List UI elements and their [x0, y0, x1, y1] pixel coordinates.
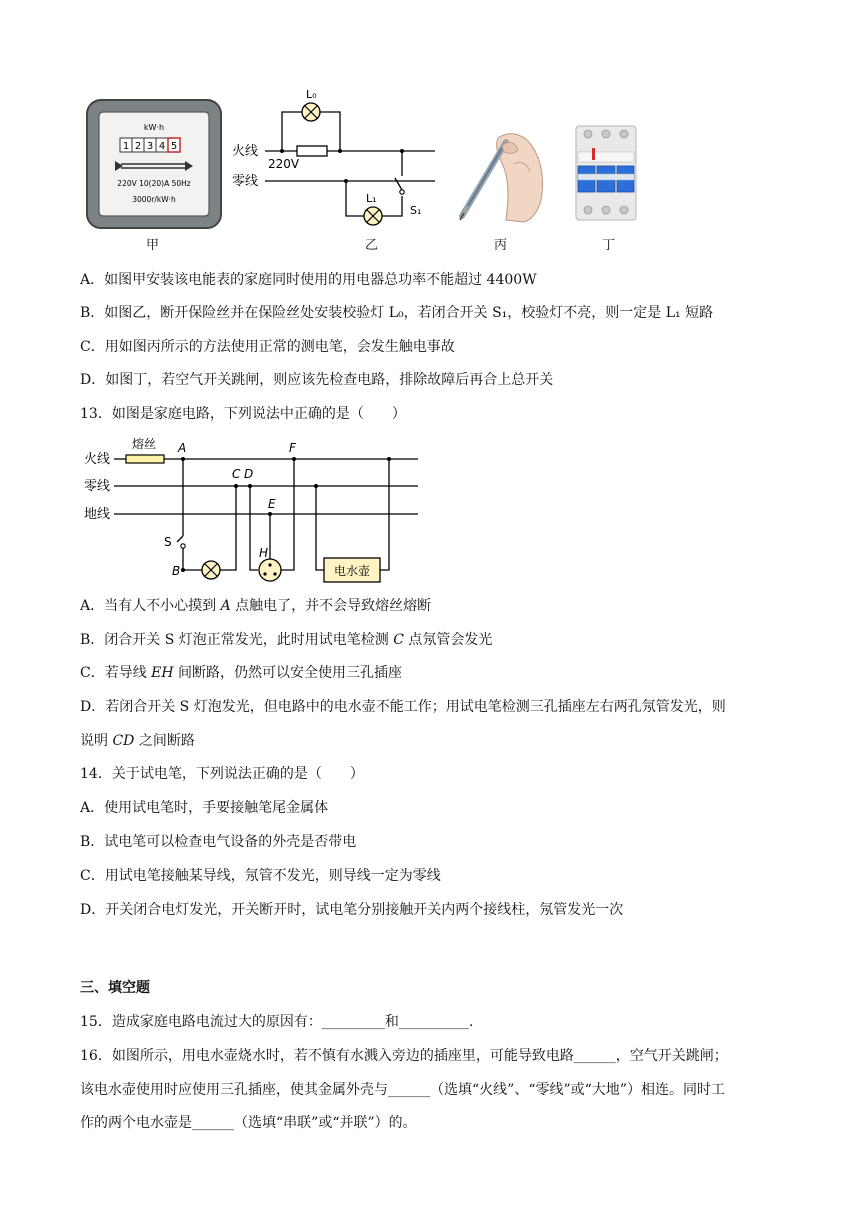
- neutral-wire-label: 零线: [84, 479, 111, 494]
- circuit-yi-figure: [230, 84, 442, 234]
- meter-rate: 3000r/kW·h: [132, 195, 176, 204]
- q12-option-d: D．如图丁，若空气开关跳闸，则应该先检查电路，排除故障后再合上总开关: [80, 372, 554, 388]
- q13-option-d-line2: 说明 CD 之间断路: [80, 733, 195, 749]
- live-wire-label: 火线: [232, 144, 259, 159]
- lamp-l0-icon: [302, 103, 320, 121]
- point-d-label: D: [244, 467, 254, 481]
- q14-stem: 14．关于试电笔，下列说法正确的是（ ）: [80, 766, 364, 782]
- meter-unit: kW·h: [143, 123, 165, 132]
- meter-digit: 1: [122, 141, 130, 152]
- voltage-label: 220V: [268, 157, 300, 171]
- q16-line3: 作的两个电水壶是______（选填“串联”或“并联”）的。: [80, 1115, 417, 1131]
- q13-option-b: B．闭合开关 S 灯泡正常发光，此时用试电笔检测 C 点氖管会发光: [80, 632, 493, 648]
- q12-option-b: B．如图乙，断开保险丝并在保险丝处安装校验灯 L₀，若闭合开关 S₁，校验灯不亮，则一定是 L₁ 短路: [80, 305, 714, 321]
- air-breaker-figure: [570, 124, 642, 222]
- q16-line1: 16．如图所示，用电水壶烧水时，若不慎有水溅入旁边的插座里，可能导致电路______，空气开关跳闸；: [80, 1048, 728, 1064]
- three-hole-socket-icon: [259, 559, 281, 581]
- point-a-label: A: [178, 441, 187, 455]
- live-wire-label: 火线: [84, 452, 111, 467]
- test-pen-hand-figure: [458, 124, 554, 224]
- q14-option-a: A．使用试电笔时，手要接触笔尾金属体: [80, 800, 329, 816]
- switch-s1-label: S₁: [410, 204, 422, 217]
- fuse-box: [126, 455, 164, 463]
- fuse-label: 熔丝: [132, 437, 157, 451]
- meter-spec: 220V 10(20)A 50Hz: [117, 179, 191, 188]
- ground-wire-label: 地线: [84, 507, 111, 522]
- q14-option-c: C．用试电笔接触某导线，氖管不发光，则导线一定为零线: [80, 868, 441, 884]
- electricity-meter-figure: [85, 98, 225, 230]
- caption-ding: 丁: [602, 238, 616, 253]
- lamp-l1-label: L₁: [366, 192, 377, 205]
- meter-digit: 2: [134, 141, 142, 152]
- electric-kettle-label: 电水壶: [333, 564, 371, 578]
- lamp-l1-icon: [364, 207, 382, 225]
- point-e-label: E: [268, 497, 276, 511]
- q14-option-b: B．试电笔可以检查电气设备的外壳是否带电: [80, 834, 357, 850]
- q15-text: 15．造成家庭电路电流过大的原因有：_________和__________.: [80, 1014, 474, 1030]
- point-c-label: C: [232, 467, 241, 481]
- point-f-label: F: [289, 441, 296, 455]
- meter-digit: 5: [170, 141, 178, 152]
- section-heading-fill-blank: 三、填空题: [80, 980, 150, 996]
- q13-option-a: A．当有人不小心摸到 A 点触电了，并不会导致熔丝熔断: [80, 598, 432, 614]
- figure-row-top: [80, 84, 780, 254]
- q13-stem: 13．如图是家庭电路，下列说法中正确的是（ ）: [80, 406, 406, 422]
- meter-digits: [120, 138, 180, 152]
- point-b-label: B: [172, 564, 181, 578]
- q12-option-a: A．如图甲安装该电能表的家庭同时使用的用电器总功率不能超过 4400W: [80, 272, 537, 288]
- q14-option-d: D．开关闭合电灯发光，开关断开时，试电笔分别接触开关内两个接线柱，氖管发光一次: [80, 902, 624, 918]
- neutral-wire-label: 零线: [232, 174, 259, 189]
- meter-digit: 4: [158, 141, 166, 152]
- switch-s-label: S: [164, 535, 172, 549]
- point-h-label: H: [259, 546, 269, 560]
- caption-bing: 丙: [494, 238, 508, 253]
- q16-line2: 该电水壶使用时应使用三孔插座，使其金属外壳与______（选填“火线”、“零线”或“大地”）相连。同时工: [80, 1082, 725, 1098]
- q13-household-circuit-figure: [80, 432, 420, 590]
- q12-option-c: C．用如图丙所示的方法使用正常的测电笔，会发生触电事故: [80, 339, 455, 355]
- lamp-icon: [202, 561, 220, 579]
- fuse-box: [297, 146, 327, 156]
- caption-yi: 乙: [365, 238, 379, 253]
- lamp-l0-label: L₀: [306, 88, 317, 101]
- meter-digit: 3: [146, 141, 154, 152]
- switch-s-icon: [177, 536, 185, 548]
- q13-option-c: C．若导线 EH 间断路，仍然可以安全使用三孔插座: [80, 665, 403, 681]
- q13-option-d-line1: D．若闭合开关 S 灯泡发光，但电路中的电水壶不能工作；用试电笔检测三孔插座左右两孔氖管发光，则: [80, 699, 726, 715]
- caption-jia: 甲: [146, 238, 160, 253]
